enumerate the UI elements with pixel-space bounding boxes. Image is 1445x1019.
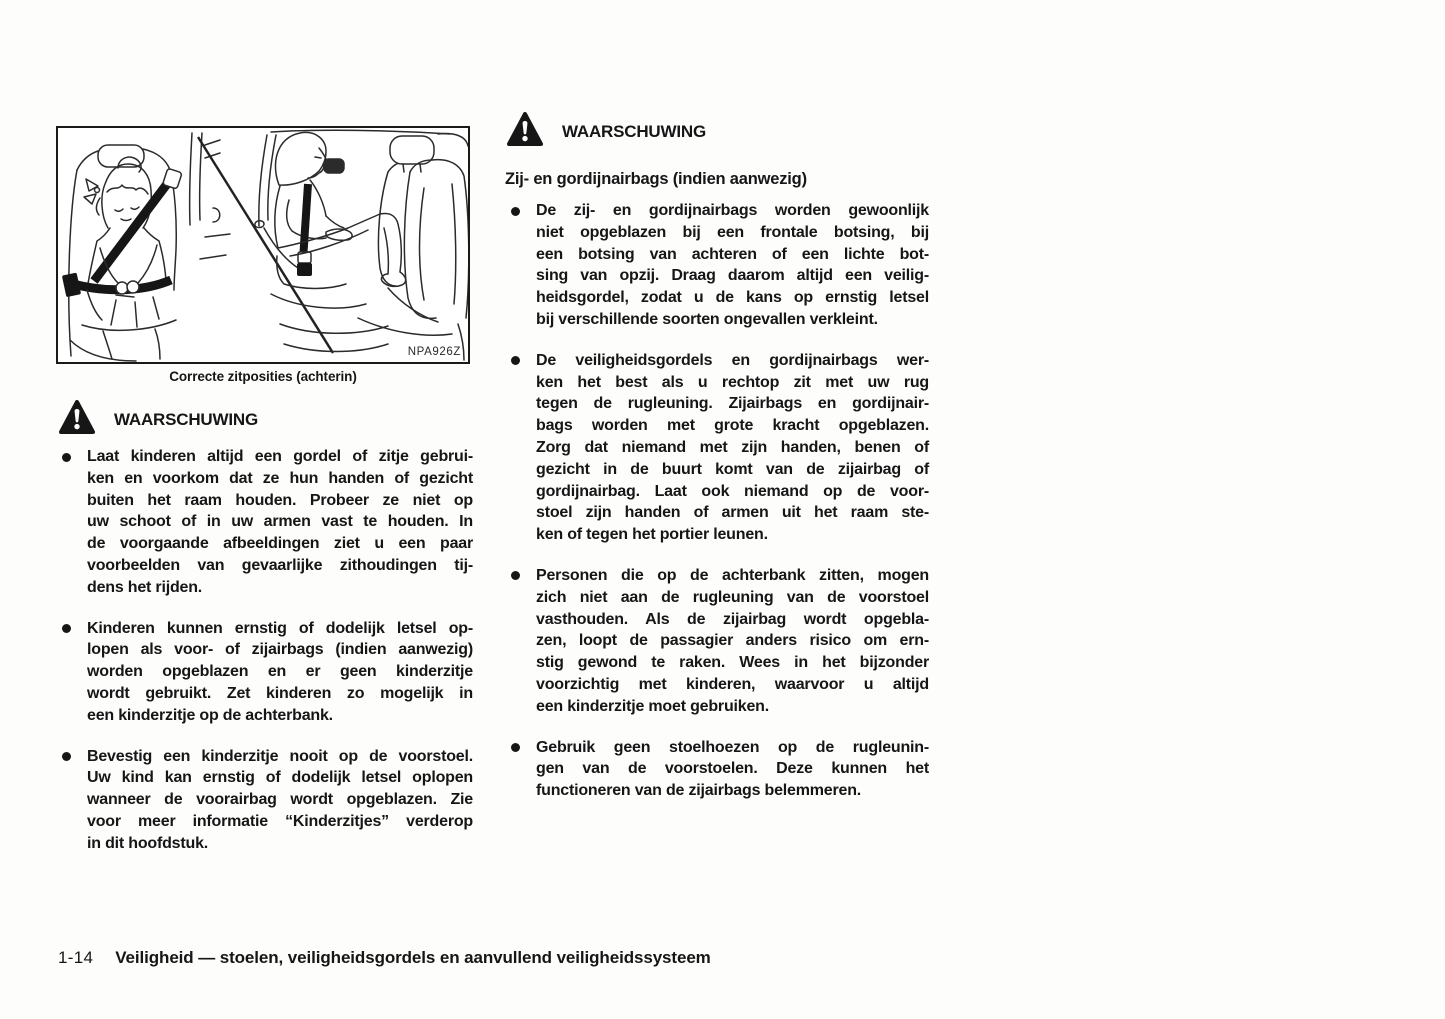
warning-bullet-item	[56, 446, 473, 599]
text-line: Laat kinderen altijd een gordel of zitje gebrui-	[87, 448, 473, 465]
bullet-dot-icon	[511, 743, 520, 752]
text-line: de voorgaande afbeeldingen ziet u een paar	[87, 535, 473, 553]
text-line: stoel zijn handen of armen uit het raam ste-	[536, 504, 929, 522]
bullet-dot-icon	[62, 752, 71, 761]
text-line: bij verschillende soorten ongevallen verkleint.	[536, 310, 878, 328]
warning-header-children	[59, 399, 258, 436]
text-line: gezicht in de buurt komt van de zijairbag of	[536, 460, 929, 478]
warning-heading: WAARSCHUWING	[562, 122, 706, 141]
rear-seat-illustration	[58, 128, 468, 362]
warning-subtitle: Zij- en gordijnairbags (indien aanwezig)	[505, 170, 807, 188]
text-line: zich niet aan de rugleuning van de voorstoel	[536, 588, 929, 606]
text-line: zen, loopt de passagier anders risico om ern-	[536, 632, 929, 650]
text-line: sing van opzij. Draag daarom altijd een veilig-	[536, 267, 929, 285]
text-line: heidsgordel, zodat u de kans op ernstig letsel	[536, 289, 929, 307]
text-line: tegen de rugleuning. Zijairbags en gordijnair-	[536, 395, 929, 413]
text-line: stig gewond te raken. Wees in het bijzonder	[536, 654, 929, 672]
illustration-frame	[56, 126, 470, 364]
warning-header-airbags	[507, 111, 706, 148]
text-line: een kinderzitje moet gebruiken.	[536, 697, 769, 715]
text-line: ken of tegen het portier leunen.	[536, 526, 768, 544]
text-line: lopen als voor- of zijairbags (indien aanwezig)	[87, 641, 473, 659]
text-line: een kinderzitje op de achterbank.	[87, 706, 333, 724]
text-line: Kinderen kunnen ernstig of dodelijk letsel op-	[87, 619, 473, 637]
text-line: bags worden met grote kracht opgeblazen.	[536, 417, 929, 435]
text-line: dens het rijden.	[87, 578, 203, 596]
warning-bullet-list-children	[56, 446, 473, 874]
warning-bullet-item	[56, 618, 473, 727]
text-line: Bevestig een kinderzitje nooit op de voorstoel.	[87, 747, 473, 765]
text-line: voorzichtig met kinderen, waarvoor u altijd	[536, 675, 929, 693]
text-line: buiten het raam houden. Probeer ze niet op	[87, 491, 473, 509]
text-line: een botsing van achteren of een lichte bot-	[536, 245, 929, 263]
figure-caption: Correcte zitposities (achterin)	[169, 369, 357, 384]
warning-bullet-item	[505, 350, 929, 546]
text-line: De veiligheidsgordels en gordijnairbags wer-	[536, 351, 929, 369]
text-line: in dit hoofdstuk.	[87, 834, 209, 852]
text-line: Zorg dat niemand met zijn handen, benen of	[536, 438, 929, 456]
text-line: gen van de voorstoelen. Deze kunnen het	[536, 760, 929, 778]
text-line: Gebruik geen stoelhoezen op de rugleunin-	[536, 738, 929, 756]
bullet-dot-icon	[62, 624, 71, 633]
warning-bullet-item	[505, 565, 929, 718]
page-number: 1-14	[58, 948, 94, 967]
text-line: gordijnairbag. Laat ook niemand op de voor-	[536, 482, 929, 500]
text-line: uw schoot of in uw armen vast te houden. In	[87, 513, 473, 531]
text-line: wordt gebruikt. Zet kinderen zo mogelijk in	[87, 684, 473, 702]
warning-bullet-list-airbags	[505, 200, 929, 821]
bullet-dot-icon	[62, 453, 71, 462]
text-line: ken en voorkom dat ze hun handen of gezicht	[87, 469, 473, 487]
bullet-dot-icon	[511, 571, 520, 580]
text-line: De zij- en gordijnairbags worden gewoonlijk	[536, 202, 929, 219]
page-footer	[58, 948, 711, 968]
warning-bullet-item	[505, 200, 929, 331]
warning-heading: WAARSCHUWING	[114, 410, 258, 429]
text-line: Uw kind kan ernstig of dodelijk letsel oplopen	[87, 769, 473, 787]
figure-code: NPA926Z	[407, 346, 461, 358]
bullet-dot-icon	[511, 207, 520, 216]
text-line: functioneren van de zijairbags belemmeren.	[536, 782, 862, 800]
bullet-dot-icon	[511, 356, 520, 365]
text-line: vasthouden. Als de zijairbag wordt opgebla-	[536, 610, 929, 628]
text-line: ken het best als u rechtop zit met uw rug	[536, 373, 929, 391]
warning-triangle-icon	[507, 111, 543, 148]
warning-triangle-icon	[59, 399, 95, 436]
warning-bullet-item	[505, 737, 929, 802]
text-line: niet opgeblazen bij een frontale botsing, bij	[536, 223, 929, 241]
text-line: worden opgeblazen en er geen kinderzitje	[87, 663, 473, 681]
text-line: voorbeelden van gevaarlijke zithoudingen tij-	[87, 556, 473, 574]
warning-bullet-item	[56, 746, 473, 855]
text-line: wanneer de voorairbag wordt opgeblazen. Zie	[87, 791, 473, 809]
text-line: Personen die op de achterbank zitten, mogen	[536, 566, 929, 584]
chapter-title: Veiligheid — stoelen, veiligheidsgordels en aanvullend veiligheidssysteem	[115, 948, 711, 967]
text-line: voor meer informatie “Kinderzitjes” verderop	[87, 812, 473, 830]
